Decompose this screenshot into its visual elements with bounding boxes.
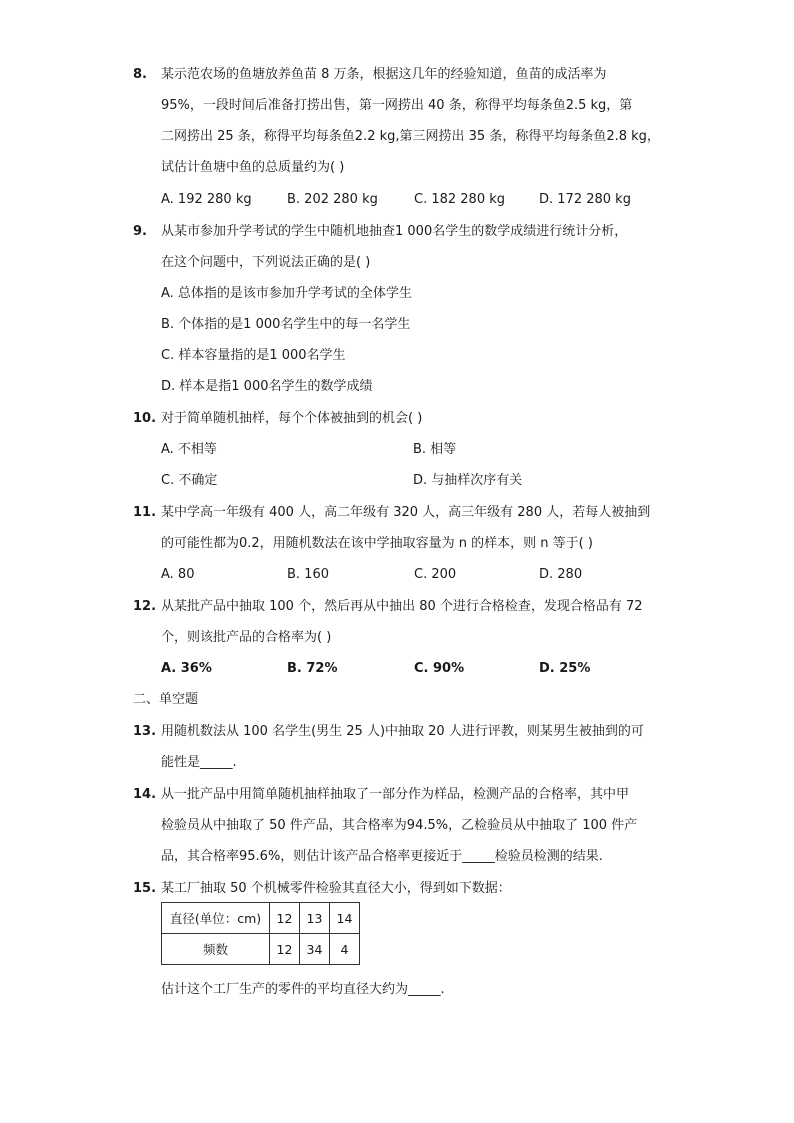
table-cell: 34 bbox=[300, 934, 330, 965]
question-text: 从某市参加升学考试的学生中随机地抽查1 000名学生的数学成绩进行统计分析， bbox=[161, 224, 628, 239]
table-cell: 13 bbox=[300, 903, 330, 934]
option-c: C. 182 280 kg bbox=[414, 192, 506, 207]
table-header-cell: 直径(单位：cm) bbox=[162, 903, 270, 934]
question-text: 二网捞出 25 条，称得平均每条鱼2.2 kg,第三网捞出 35 条，称得平均每条鱼2.8 kg， bbox=[161, 129, 660, 144]
question-text: 某中学高一年级有 400 人，高二年级有 320 人，高三年级有 280 人，若每人被抽到 bbox=[161, 505, 651, 520]
table-cell: 4 bbox=[330, 934, 360, 965]
option-a: A. 不相等 bbox=[161, 442, 217, 457]
option-c: C. 样本容量指的是1 000名学生 bbox=[161, 348, 346, 363]
question-text: 能性是_____. bbox=[161, 755, 237, 770]
option-a: A. 总体指的是该市参加升学考试的全体学生 bbox=[161, 286, 412, 301]
option-c: C. 200 bbox=[414, 567, 457, 582]
question-number: 9. bbox=[133, 224, 147, 239]
table-header-cell: 频数 bbox=[162, 934, 270, 965]
option-b: B. 160 bbox=[287, 567, 329, 582]
question-number: 12. bbox=[133, 599, 157, 614]
question-number: 15. bbox=[133, 881, 157, 896]
question-text: 估计这个工厂生产的零件的平均直径大约为_____. bbox=[161, 982, 445, 997]
question-text: 95%，一段时间后准备打捞出售，第一网捞出 40 条，称得平均每条鱼2.5 kg，第 bbox=[161, 98, 633, 113]
option-b: B. 个体指的是1 000名学生中的每一名学生 bbox=[161, 317, 411, 332]
question-number: 11. bbox=[133, 505, 157, 520]
question-number: 10. bbox=[133, 411, 157, 426]
table-row bbox=[162, 903, 360, 934]
option-a: A. 36% bbox=[161, 661, 212, 676]
table-cell: 14 bbox=[330, 903, 360, 934]
table-cell: 12 bbox=[270, 903, 300, 934]
option-d: D. 25% bbox=[539, 661, 591, 676]
question-number: 8. bbox=[133, 67, 147, 82]
table-row bbox=[162, 934, 360, 965]
question-number: 14. bbox=[133, 787, 157, 802]
option-d: D. 样本是指1 000名学生的数学成绩 bbox=[161, 379, 373, 394]
question-text: 对于简单随机抽样，每个个体被抽到的机会( ) bbox=[161, 411, 423, 426]
question-text: 检验员从中抽取了 50 件产品，其合格率为94.5%，乙检验员从中抽取了 100 件产 bbox=[161, 818, 638, 833]
question-text: 某示范农场的鱼塘放养鱼苗 8 万条，根据这几年的经验知道，鱼苗的成活率为 bbox=[161, 67, 607, 82]
option-a: A. 80 bbox=[161, 567, 195, 582]
question-text: 试估计鱼塘中鱼的总质量约为( ) bbox=[161, 160, 345, 175]
question-text: 的可能性都为0.2，用随机数法在该中学抽取容量为 n 的样本，则 n 等于( ) bbox=[161, 536, 593, 551]
option-b: B. 相等 bbox=[413, 442, 457, 457]
section-heading: 二、单空题 bbox=[133, 692, 199, 707]
option-b: B. 72% bbox=[287, 661, 338, 676]
question-number: 13. bbox=[133, 724, 157, 739]
question-text: 品，其合格率95.6%，则估计该产品合格率更接近于_____检验员检测的结果. bbox=[161, 849, 603, 864]
option-c: C. 不确定 bbox=[161, 473, 218, 488]
option-d: D. 280 bbox=[539, 567, 583, 582]
option-b: B. 202 280 kg bbox=[287, 192, 378, 207]
option-a: A. 192 280 kg bbox=[161, 192, 252, 207]
question-text: 在这个问题中，下列说法正确的是( ) bbox=[161, 255, 371, 270]
question-text: 从某批产品中抽取 100 个，然后再从中抽出 80 个进行合格检查，发现合格品有 72 bbox=[161, 599, 643, 614]
option-c: C. 90% bbox=[414, 661, 465, 676]
frequency-table bbox=[161, 902, 360, 965]
question-text: 个，则该批产品的合格率为( ) bbox=[161, 630, 332, 645]
question-text: 某工厂抽取 50 个机械零件检验其直径大小，得到如下数据： bbox=[161, 881, 511, 896]
table-cell: 12 bbox=[270, 934, 300, 965]
option-d: D. 172 280 kg bbox=[539, 192, 631, 207]
option-d: D. 与抽样次序有关 bbox=[413, 473, 523, 488]
question-text: 用随机数法从 100 名学生(男生 25 人)中抽取 20 人进行评教，则某男生被抽到的可 bbox=[161, 724, 644, 739]
question-text: 从一批产品中用简单随机抽样抽取了一部分作为样品，检测产品的合格率，其中甲 bbox=[161, 787, 630, 802]
